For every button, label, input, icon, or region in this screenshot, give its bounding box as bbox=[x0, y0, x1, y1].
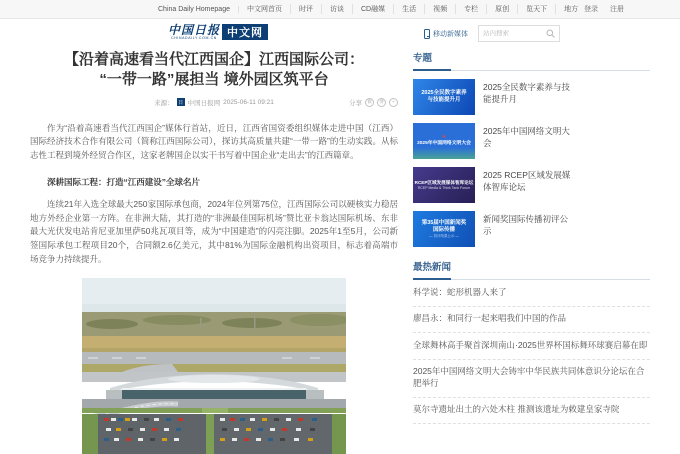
topic-item-rcep-forum[interactable] bbox=[413, 167, 650, 203]
topic-item-cyber-civilization[interactable] bbox=[413, 123, 650, 159]
search-input[interactable] bbox=[483, 30, 545, 37]
mobile-media-label: 移动新媒体 bbox=[433, 30, 468, 38]
topic-thumbnail bbox=[413, 167, 475, 203]
topic-thumbnail bbox=[413, 123, 475, 159]
article-meta bbox=[30, 98, 398, 110]
topic-thumbnail bbox=[413, 211, 475, 247]
article-paragraph-1: 作为“沿着高速看当代江西国企”媒体行首站，近日，江西省国资委组织媒体走进中国（江西）国际经济技术合作有限公司（简称江西国际公司），探访其高质量共建“一带一路”的生动实践。从标志性工程到境外经贸合作区，这家老牌国企以实干书写着中国企业“走出去”的江西篇章。 bbox=[30, 122, 398, 160]
nav-life[interactable]: 生活 bbox=[394, 4, 425, 14]
article-image-airport-aerial bbox=[82, 278, 346, 454]
site-logo[interactable] bbox=[168, 24, 268, 40]
top-utility-bar bbox=[0, 0, 680, 19]
topic-thumbnail bbox=[413, 79, 475, 115]
hot-news-item[interactable]: 莫尔寺遗址出土的六处木柱 推测该遗址为敕建皇家寺院 bbox=[413, 398, 650, 425]
hot-news-item[interactable]: 全球舞林高手聚首深圳南山·2025世界杯国标舞环球赛启幕在即 bbox=[413, 333, 650, 360]
mobile-media-link[interactable] bbox=[424, 29, 468, 39]
nav-cd-media[interactable]: CD融媒 bbox=[353, 4, 394, 14]
topic-title: 2025全民数字素养与技能提升月 bbox=[483, 82, 570, 104]
logo-sub-text: CHINADAILY.COM.CN bbox=[171, 36, 217, 40]
hot-news-header: 最热新闻 bbox=[413, 259, 650, 280]
masthead bbox=[0, 19, 680, 48]
sidebar bbox=[413, 50, 650, 424]
thumb-text: 2025年中国网络文明大会 bbox=[417, 141, 471, 146]
mobile-phone-icon bbox=[424, 29, 430, 39]
thumb-subtext: — 初评结果公示 — bbox=[429, 233, 459, 238]
thumb-text: 第35届中国新闻奖 bbox=[421, 219, 467, 226]
logo-main-text: 中国日报 bbox=[168, 23, 221, 37]
nav-original[interactable]: 原创 bbox=[487, 4, 518, 14]
source-logo-icon: 日 bbox=[178, 99, 184, 106]
nav-world-view[interactable]: 览天下 bbox=[518, 4, 556, 14]
login-link[interactable]: 登录 bbox=[584, 6, 598, 13]
site-search bbox=[478, 25, 560, 42]
topic-item-news-award[interactable] bbox=[413, 211, 650, 247]
topic-item-digital-literacy[interactable] bbox=[413, 79, 650, 115]
nav-commentary[interactable]: 时评 bbox=[291, 4, 322, 14]
register-link[interactable]: 注册 bbox=[610, 6, 624, 13]
thumb-text: 2025全民数字素养 bbox=[421, 90, 467, 96]
publish-datetime: 2025-06-11 09:21 bbox=[223, 98, 274, 106]
hot-news-item[interactable]: 2025年中国网络文明大会铸牢中华民族共同体意识分论坛在合肥举行 bbox=[413, 360, 650, 398]
hot-news-item[interactable]: 科学说：蛇形机器人来了 bbox=[413, 280, 650, 307]
search-icon[interactable] bbox=[546, 29, 555, 38]
article-paragraph-2: 连续21年入选全球最大250家国际承包商，2024年位列第75位，江西国际公司以硬核实力稳居地方外经企业第一方阵。在非洲大陆，其打造的“非洲最佳国际机场”赞比亚卡翁达国际机场、东非最大光伏发电站肯尼亚加里萨50兆瓦项目等，成为“中国建造”的闪亮注脚。2025年1至5月，公司新签国际承包工程项目20个，合同额2.6亿美元，其中81%为国际金融机构出资项目，标志着高端市场竞争力持续提升。 bbox=[30, 199, 398, 264]
nav-local[interactable]: 地方 bbox=[564, 6, 579, 13]
logo-chinadaily bbox=[168, 24, 220, 40]
nav-column[interactable]: 专栏 bbox=[456, 4, 487, 14]
topic-title: 2025 RCEP区域发展媒体智库论坛 bbox=[483, 170, 571, 192]
topic-title: 新闻奖国际传播初评公示 bbox=[483, 214, 569, 236]
topics-header: 专题 bbox=[413, 50, 650, 71]
article-title-line1: 【沿着高速看当代江西国企】江西国际公司： bbox=[63, 51, 364, 68]
thumb-text: 国际传播 bbox=[432, 226, 455, 233]
nav-chinadaily-homepage[interactable]: China Daily Homepage bbox=[150, 6, 239, 13]
nav-cn-home[interactable]: 中文网首页 bbox=[239, 4, 291, 14]
thumb-text: RCEP区域发展媒体智库论坛 bbox=[414, 180, 474, 185]
source-label: 来源： bbox=[154, 99, 174, 107]
logo-site-badge: 中文网 bbox=[222, 24, 268, 40]
source-name: 中国日报网 bbox=[187, 99, 221, 107]
share-weibo-icon[interactable]: 博 bbox=[377, 98, 386, 107]
article bbox=[30, 50, 398, 454]
top-nav bbox=[150, 0, 586, 18]
nav-interview[interactable]: 访谈 bbox=[322, 4, 353, 14]
share-label: 分享 bbox=[349, 99, 362, 107]
nav-video[interactable]: 视频 bbox=[425, 4, 456, 14]
article-title bbox=[30, 50, 398, 91]
thumb-subtext: RCEP Media & Think Tank Forum bbox=[417, 186, 471, 190]
share-wechat-icon[interactable]: 微 bbox=[365, 98, 374, 107]
topic-title: 2025年中国网络文明大会 bbox=[483, 126, 570, 148]
hot-news-item[interactable]: 廖昌永：和同行一起来唱我们中国的作品 bbox=[413, 307, 650, 334]
share-more-icon[interactable]: ＋ bbox=[389, 98, 398, 107]
thumb-text: 与技能提升月 bbox=[427, 97, 461, 103]
article-title-line2: “一带一路”展担当 境外园区筑平台 bbox=[99, 71, 329, 89]
article-subheading: 深耕国际工程：打造“江西建设”全球名片 bbox=[47, 177, 201, 188]
